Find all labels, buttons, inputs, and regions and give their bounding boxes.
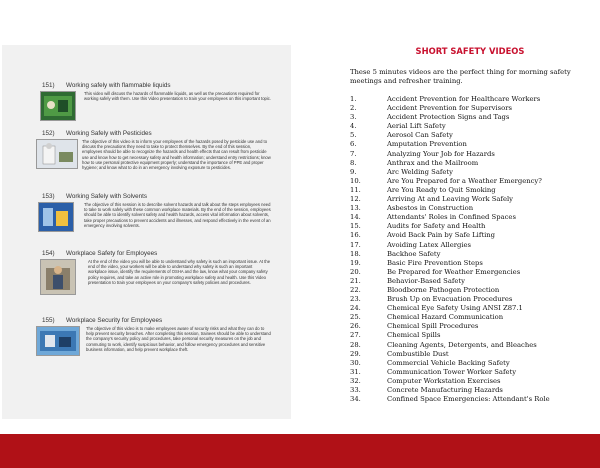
video-list-item — [350, 386, 550, 395]
video-list-item — [350, 359, 550, 368]
entry-heading — [42, 130, 152, 137]
video-list-item — [350, 259, 550, 268]
entry-description: The objective of this session is to describe solvent hazards and talk about the steps employees need to take to work safely with these common workplace materials. By the end of the session, employees should be able to identify solvent safety and health hazards, access vital information about solvents, take proper precautions to prevent accidents and illnesses, and respond effectively in the event of an emergency involving solvents. — [84, 202, 271, 228]
left-catalog-page — [2, 45, 291, 419]
video-number: 3. — [350, 113, 357, 122]
video-list-item — [350, 231, 550, 240]
entry-heading — [42, 317, 162, 324]
video-number: 11. — [350, 185, 361, 194]
video-number: 1. — [350, 95, 357, 103]
video-title: Chemical Hazard Communication — [387, 313, 504, 322]
video-title: Aerial Lift Safety — [387, 122, 446, 131]
video-list-item — [350, 277, 550, 286]
video-title: Arriving At and Leaving Work Safely — [387, 195, 514, 204]
video-list-item — [350, 286, 550, 295]
video-number: 29. — [350, 349, 361, 358]
video-title: Brush Up on Evacuation Procedures — [387, 295, 513, 304]
entry-description: At the end of the video you will be able to understand why safety is such an important issue. At the end of the video, your workers will be able to understand why safety is such an important workplace issue, identify the requirements of OSHA and the law, know what your company safety policy requires, and take an active role in promoting workplace safety and health. Use this Video presentation to train your employees on your company's safety policies and procedures. — [88, 259, 271, 285]
video-list-item — [350, 295, 550, 304]
video-title: Asbestos in Construction — [387, 204, 474, 213]
video-list-item — [350, 304, 550, 313]
video-list-item — [350, 131, 550, 140]
video-list-item — [350, 368, 550, 377]
workplace-security-thumbnail — [36, 326, 80, 356]
video-number: 17. — [350, 240, 361, 249]
video-number: 34. — [350, 395, 361, 404]
video-number: 15. — [350, 222, 361, 231]
video-list-item — [350, 186, 550, 195]
video-list-item — [350, 168, 550, 177]
video-number: 7. — [350, 149, 357, 158]
video-list — [350, 95, 550, 404]
video-number: 14. — [350, 213, 361, 222]
video-title: Are You Ready to Quit Smoking — [387, 185, 496, 194]
video-title: Avoid Back Pain by Safe Lifting — [387, 231, 496, 240]
entry-title: Working Safely with Pesticides — [66, 130, 152, 137]
entry-number: 152) — [42, 130, 55, 137]
video-list-item — [350, 213, 550, 222]
video-number: 31. — [350, 367, 361, 376]
video-list-item — [350, 195, 550, 204]
video-number: 22. — [350, 285, 361, 294]
video-number: 6. — [350, 140, 357, 149]
entry-title: Workplace Safety for Employees — [66, 250, 158, 257]
flammable-liquids-thumbnail — [40, 91, 76, 121]
video-number: 2. — [350, 104, 357, 113]
video-list-item — [350, 350, 550, 359]
video-number: 10. — [350, 176, 361, 185]
video-list-item — [350, 159, 550, 168]
video-title: Be Prepared for Weather Emergencies — [387, 267, 521, 276]
video-title: Are You Prepared for a Weather Emergency? — [387, 176, 542, 185]
video-number: 9. — [350, 167, 357, 176]
video-title: Avoiding Latex Allergies — [387, 240, 472, 249]
entry-description: The objective of this video is to inform your employees of the hazards posed by pesticide use and to discuss the precautions they need to take to protect themselves. By the end of this session, employees should be able to recognize the hazards and health effects that can result from pesticide use and know how to get necessary safety and health information; understand entry restrictions; know how to use personal protective equipment properly; understand the importance of PPE and proper hygiene; and know what to do in an emergency involving exposure to pesticides. — [82, 139, 271, 171]
entry-number: 151) — [42, 82, 55, 89]
video-number: 25. — [350, 313, 361, 322]
video-list-item — [350, 177, 550, 186]
video-title: Accident Prevention for Supervisors — [387, 104, 512, 113]
entry-description: This video will discuss the hazards of flammable liquids, as well as the precautions required for working safely with them. Use this Video presentation to train your employees on this important topic. — [84, 91, 272, 102]
video-title: Combustible Dust — [387, 349, 449, 358]
video-number: 24. — [350, 304, 361, 313]
video-number: 18. — [350, 249, 361, 258]
video-title: Audits for Safety and Health — [387, 222, 486, 231]
video-list-item — [350, 313, 550, 322]
pesticides-thumbnail — [36, 139, 78, 169]
entry-number: 153) — [42, 193, 55, 200]
video-title: Commercial Vehicle Backing Safety — [387, 358, 510, 367]
video-title: Amputation Prevention — [387, 140, 467, 149]
video-number: 33. — [350, 386, 361, 394]
video-list-item — [350, 341, 550, 350]
page-title: SHORT SAFETY VIDEOS — [415, 46, 525, 56]
video-title: Concrete Manufacturing Hazards — [387, 386, 503, 394]
video-number: 21. — [350, 276, 361, 285]
video-number: 12. — [350, 195, 361, 204]
video-title: Behavior-Based Safety — [387, 276, 465, 285]
video-list-item — [350, 322, 550, 331]
entry-title: Workplace Security for Employees — [66, 317, 163, 324]
video-list-item — [350, 395, 550, 404]
video-number: 8. — [350, 158, 357, 167]
video-number: 13. — [350, 204, 361, 213]
footer-band — [0, 434, 600, 468]
entry-description: The objective of this video is to make employees aware of security risks and what they can do to help prevent security breaches. After completing this session, trainees should be able to understand the company's security policy and procedures, take personal security measures on the job and commuting to work, identify suspicious behavior, and follow emergency procedures and sensitive business information, and help prevent workplace theft. — [86, 326, 271, 352]
video-list-item — [350, 222, 550, 231]
video-list-item — [350, 377, 550, 386]
video-title: Backhoe Safety — [387, 249, 441, 258]
video-list-item — [350, 250, 550, 259]
video-title: Analyzing Your Job for Hazards — [387, 149, 495, 158]
entry-title: Working safely with flammable liquids — [66, 82, 171, 89]
video-title: Chemical Spills — [387, 331, 441, 340]
entry-number: 154) — [42, 250, 55, 257]
video-number: 28. — [350, 340, 361, 349]
video-number: 26. — [350, 322, 361, 331]
video-list-item — [350, 104, 550, 113]
video-list-item — [350, 150, 550, 159]
video-title: Attendants' Roles in Confined Spaces — [387, 213, 516, 222]
video-title: Cleaning Agents, Detergents, and Bleaches — [387, 340, 537, 349]
video-number: 27. — [350, 331, 361, 340]
video-title: Anthrax and the Mailroom — [387, 158, 479, 167]
video-title: Computer Workstation Exercises — [387, 376, 501, 385]
video-list-item — [350, 95, 550, 104]
video-title: Chemical Spill Procedures — [387, 322, 479, 331]
video-number: 30. — [350, 358, 361, 367]
video-list-item — [350, 113, 550, 122]
video-number: 5. — [350, 131, 357, 140]
video-title: Bloodborne Pathogen Protection — [387, 285, 500, 294]
video-title: Arc Welding Safety — [387, 167, 453, 176]
entry-number: 155) — [42, 317, 55, 324]
video-title: Communication Tower Worker Safety — [387, 367, 517, 376]
video-number: 4. — [350, 122, 357, 131]
video-number: 16. — [350, 231, 361, 240]
intro-text: These 5 minutes videos are the perfect thing for morning safety meetings and refresher training. — [350, 68, 571, 85]
video-number: 23. — [350, 295, 361, 304]
video-list-item — [350, 331, 550, 340]
solvents-thumbnail — [38, 202, 74, 232]
video-title: Chemical Eye Safety Using ANSI Z87.1 — [387, 304, 523, 313]
video-number: 20. — [350, 267, 361, 276]
entry-heading — [42, 193, 147, 200]
video-list-item — [350, 241, 550, 250]
video-list-item — [350, 268, 550, 277]
video-title: Confined Space Emergencies: Attendant's Role — [387, 395, 550, 404]
video-title: Aerosol Can Safety — [387, 131, 453, 140]
video-list-item — [350, 204, 550, 213]
entry-heading — [42, 250, 157, 257]
video-title: Accident Prevention for Healthcare Workers — [387, 95, 541, 103]
video-list-item — [350, 140, 550, 149]
video-number: 32. — [350, 376, 361, 385]
entry-heading — [42, 82, 171, 89]
video-list-item — [350, 122, 550, 131]
video-title: Accident Protection Signs and Tags — [387, 113, 510, 122]
video-number: 19. — [350, 258, 361, 267]
workplace-safety-thumbnail — [40, 259, 76, 295]
video-title: Basic Fire Prevention Steps — [387, 258, 483, 267]
entry-title: Working Safely with Solvents — [66, 193, 148, 200]
